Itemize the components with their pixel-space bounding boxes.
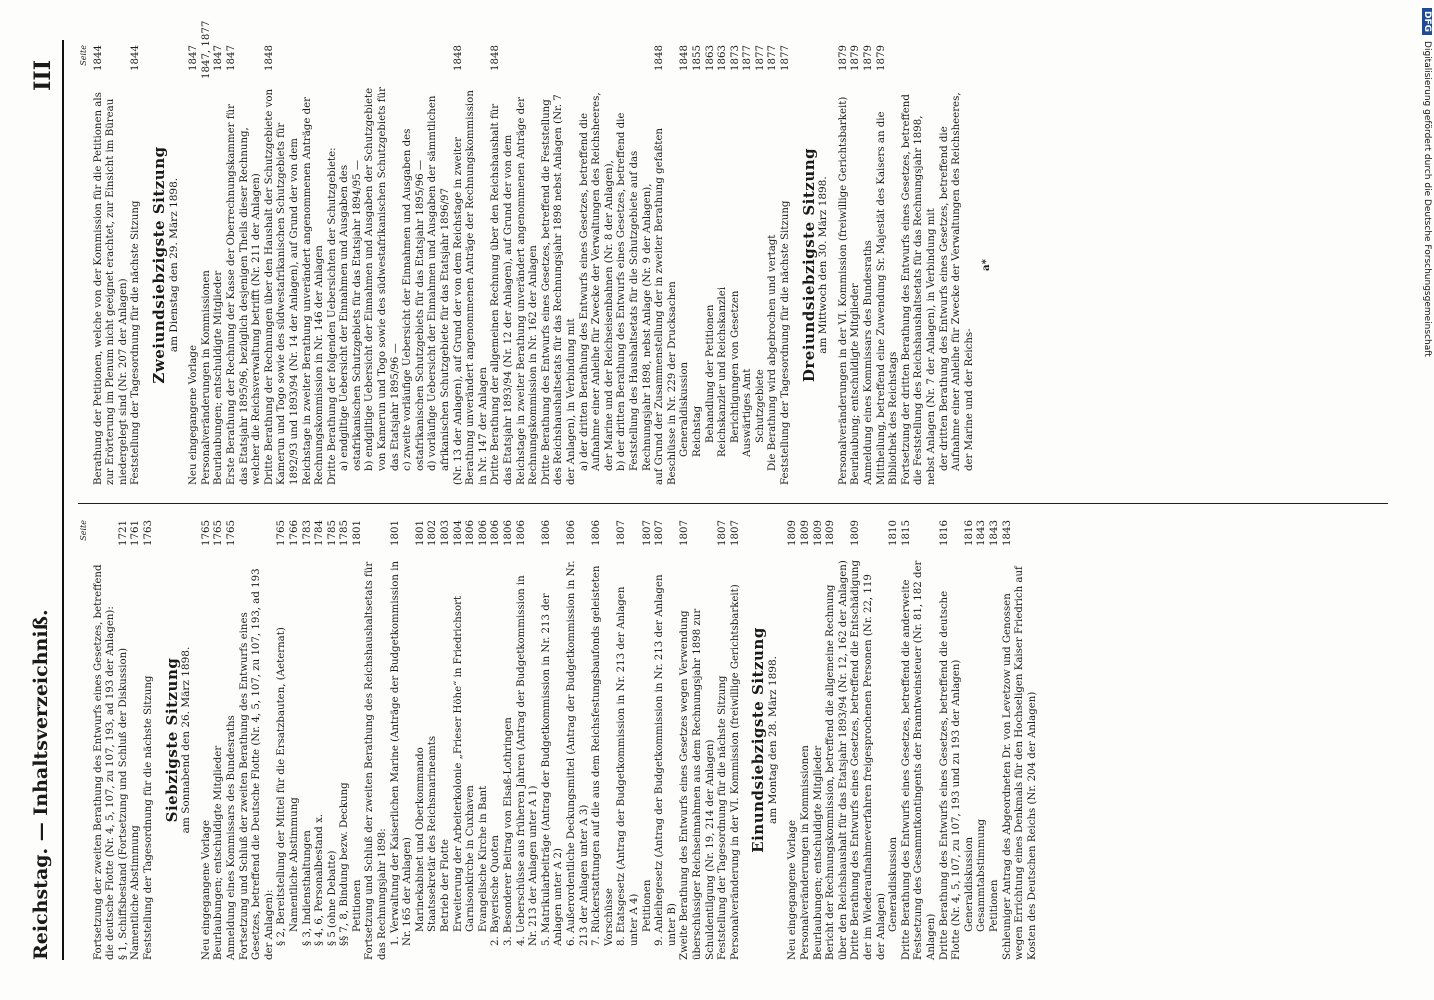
entry-page: 1863 [717, 45, 729, 71]
entry-text: 9. Anleihegesetz (Antrag der Budgetkommission in Nr. 213 der Anlagen unter B) [654, 574, 678, 946]
entry-text: Berathung der Petitionen, welche von der Kommission für die Petitionen als zur Erörterung im Plenum nicht geeignet erachtet, zur Einsicht im Büreau niedergelegt sind (Nr. 207 der Anlagen) [92, 92, 129, 485]
entry-page: 1848 [654, 45, 666, 71]
entry-text: Fortsetzung der dritten Berathung des Entwurfs eines Gesetzes, betreffend die Feststellung des Reichshaushaltsetats für das Rechnungsjahr 1898, nebst Anlagen (Nr. 7 der Anlagen), in Verbindung mit [900, 94, 937, 485]
entry-text: Auswärtiges Amt [742, 368, 754, 457]
entry-page: 1879 [850, 45, 862, 71]
session-entries [838, 45, 977, 485]
entry-text: 2. Bayerische Quoten [490, 835, 502, 946]
entry-text: 4. Ueberschüsse aus früheren Jahren (Antrag der Budgetkommission in Nr. 213 der Anlagen unter A 1) [515, 575, 540, 946]
entry-text: a) endgiltige Uebersicht der Einnahmen und Ausgaben des ostafrikanischen Schutzgebiets für das Etatsjahr 1894/95 — [339, 159, 363, 471]
entry-page: 1847 [213, 45, 225, 71]
toc-entry [730, 45, 743, 485]
session-entries [787, 520, 1039, 960]
entry-text: Petitionen [351, 879, 363, 932]
entry-text: Berichtigungen von Gesetzen [729, 290, 741, 443]
entry-page: 1785 [339, 520, 351, 546]
toc-entry [453, 520, 466, 960]
entry-page: 1810 [888, 520, 900, 546]
entry-page: 1879 [837, 45, 849, 71]
entry-page: 1784 [314, 520, 326, 546]
entry-text: 5. Matrikularbeiträge (Antrag der Budgetkommission in Nr. 213 der Anlagen unter A 2) [540, 593, 565, 946]
entry-text: 8. Etatsgesetz (Antrag der Budgetkommission in Nr. 213 der Anlagen unter A 4) [616, 586, 640, 946]
toc-entry [692, 45, 705, 485]
entry-text: Neu eingegangene Vorlage [787, 820, 799, 960]
toc-entry [226, 520, 239, 960]
entry-page: 1848 [452, 45, 464, 71]
entry-text: Erste Berathung der Rechnung der Kasse der Oberrechnungskammer für das Etatsjahr 1895/96, bezüglich desjenigen Theils dieser Rechnung, welcher die Reichsverwaltung betrifft (Nr. 211 der Anlagen) [225, 104, 263, 485]
entry-text: §§ 7, 8, Bindung bezw. Deckung [339, 782, 351, 946]
entry-text: Dritte Berathung des Entwurfs eines Gesetzes, betreffend die deutsche Flotte (Nr. 4, 5, 107, zu 107, 193 und zu 193 der Anlagen) [938, 590, 963, 960]
entry-page: 1843 [988, 520, 1000, 546]
entry-text: Fortsetzung und Schluß der zweiten Berathung des Entwurfs eines Gesetzes, betreffend die Deutsche Flotte (Nr. 4, 5, 107, zu 107, 193, ad 193 der Anlagen): [238, 568, 275, 960]
toc-entry [93, 520, 118, 960]
entry-page: 1816 [963, 520, 975, 546]
entry-page: 1807 [679, 520, 691, 546]
session-entries [201, 520, 743, 960]
toc-entry [767, 45, 780, 485]
toc-entry [440, 520, 453, 960]
toc-entry [888, 520, 901, 960]
entry-page: 1801 [414, 520, 426, 546]
toc-entry [964, 520, 977, 960]
entry-text: Evangelische Kirche in Bant [477, 785, 489, 932]
session-date: am Sonnabend den 26. März 1898. [180, 646, 193, 834]
toc-entry [787, 520, 800, 960]
entry-page: 1765 [276, 520, 288, 546]
toc-entry [427, 45, 452, 485]
entry-text: d) vorläufige Uebersicht der Einnahmen und Ausgaben der sämmtlichen afrikanischen Schutzgebiete für das Etatsjahr 1896/97 [427, 95, 452, 471]
entry-text: Staatssekretär des Reichsmarineamts [427, 735, 439, 932]
toc-entry [838, 45, 851, 485]
entry-page: 1847 [225, 45, 237, 71]
toc-entry [705, 45, 718, 485]
entry-page: 1877 [754, 45, 766, 71]
entry-text: Garnisonkirche in Cuxhaven [465, 785, 477, 932]
toc-entry [239, 520, 277, 960]
entry-page: 1765 [200, 520, 212, 546]
toc-entry [465, 520, 478, 960]
toc-entry [541, 45, 579, 485]
toc-entry [339, 520, 352, 960]
toc-entry [402, 45, 427, 485]
toc-entry [730, 520, 743, 960]
entry-text: 6. Außerordentliche Deckungsmittel (Antrag der Budgetkommission in Nr. 213 der Anlagen unter A 3) [565, 560, 590, 946]
toc-entry [850, 45, 863, 485]
toc-entry [130, 520, 143, 960]
entry-page: 1843 [976, 520, 988, 546]
entry-text: Dritte Berathung der folgenden Uebersichten der Schutzgebiete: [326, 147, 338, 485]
entry-page: 1847 [188, 45, 200, 71]
entry-text: Behandlung der Petitionen [704, 304, 716, 443]
toc-entry [427, 520, 440, 960]
column-divider [78, 503, 1388, 504]
entry-page: 1806 [565, 520, 577, 546]
entry-page: 1843 [1001, 520, 1013, 546]
dfg-note [1418, 8, 1432, 568]
entry-text: Neu eingegangene Vorlage [200, 820, 212, 960]
toc-entry [453, 45, 491, 485]
entry-text: Fortsetzung und Schluß der zweiten Berathung des Reichshaushaltsetats für das Rechnungsjahr 1898: [364, 561, 389, 960]
toc-entry [616, 45, 654, 485]
dfg-logo: DFG [1422, 8, 1432, 35]
entry-text: § 4, 6, Personalbestand x. [314, 813, 326, 946]
toc-entry [755, 45, 768, 485]
entry-page: 1807 [717, 520, 729, 546]
toc-entry [130, 45, 143, 485]
entry-page: 1877 [742, 45, 754, 71]
session-title: Einundsiebzigste Sitzung [749, 627, 768, 853]
session-date: am Montag den 28. März 1898. [766, 656, 779, 824]
entry-page: 1815 [900, 520, 912, 546]
entry-text: Personalveränderungen in Kommissionen [800, 745, 812, 960]
entry-page: 1801 [389, 520, 401, 546]
entry-text: Personalveränderungen in Kommissionen [200, 270, 212, 485]
entry-text: Namentliche Abstimmung [288, 797, 300, 932]
toc-entry [188, 45, 201, 485]
entry-text: Dritte Berathung des Entwurfs eines Gesetzes, betreffend die Entschädigung der im Wiederaufnahmeverfahren freigesprochenen Personen (Nr. 22, 119 der Anlagen) [850, 560, 887, 960]
entry-text: Zweite Berathung des Entwurfs eines Gesetzes wegen Verwendung überschüssiger Reichseinnahmen aus dem Rechnungsjahr 1898 zur Schuldentilgung (Nr. 19, 214 der Anlagen) [679, 608, 716, 960]
entry-text: § 5 (ohne Debatte) [326, 850, 338, 946]
entry-page: 1783 [301, 520, 313, 546]
entry-page: 1809 [800, 520, 812, 546]
entry-text: Dritte Berathung des Entwurfs eines Gesetzes, betreffend die Feststellung des Reichshaushaltsetats für das Rechnungsjahr 1898 nebst Anlagen (Nr. 7 der Anlagen), in Verbindung mit [540, 94, 577, 485]
entry-text: (Nr. 13 der Anlagen), auf Grund der von dem Reichstage in zweiter Berathung unverändert angenommenen Anträge der Rechnungskommission in Nr. 147 der Anlagen [452, 90, 489, 485]
entry-page: 1785 [326, 520, 338, 546]
toc-entry [679, 45, 692, 485]
entry-page: 1847, 1877 [200, 20, 212, 79]
toc-entry [566, 520, 591, 960]
entry-page: 1763 [142, 520, 154, 546]
toc-entry [478, 520, 491, 960]
dfg-note-text: Digitalisierung gefördert durch die Deutsche Forschungsgemeinschaft [1422, 41, 1432, 357]
toc-entry [213, 45, 226, 485]
entry-text: Feststellung der Tagesordnung für die nächste Sitzung [142, 675, 154, 960]
entry-page: 1803 [440, 520, 452, 546]
left-lead-entries [93, 520, 156, 960]
toc-entry [213, 520, 226, 960]
toc-entry [541, 520, 566, 960]
entry-text: Beurlaubung; entschuldigte Mitglieder [850, 283, 862, 485]
toc-entry [314, 520, 327, 960]
entry-text: Betrieb der Flotte [440, 839, 452, 932]
toc-entry [813, 520, 826, 960]
entry-text: Beurlaubungen; entschuldigte Mitglieder [213, 745, 225, 960]
entry-page: 1848 [679, 45, 691, 71]
entry-page: 1809 [825, 520, 837, 546]
running-head-title: Reichstag. — Inhaltsverzeichniß. [30, 609, 52, 960]
entry-text: Petitionen [641, 879, 653, 932]
toc-entry [490, 45, 540, 485]
session-title: Zweiundsiebzigste Sitzung [149, 146, 168, 384]
toc-entry [989, 520, 1002, 960]
right-column [78, 20, 993, 485]
toc-entry [616, 520, 641, 960]
toc-entry [642, 520, 655, 960]
toc-entry [939, 520, 964, 960]
toc-entry [976, 520, 989, 960]
entry-text: Personalveränderungen in der VI. Kommission (freiwillige Gerichtsbarkeit) [837, 96, 849, 485]
entry-text: Erweiterung der Arbeiterkolonie „Frieser Höhe“ in Friedrichsort [452, 595, 464, 932]
toc-entry [276, 520, 289, 960]
entry-page: 1809 [812, 520, 824, 546]
entry-page: 1801 [351, 520, 363, 546]
toc-entry [93, 45, 131, 485]
toc-entry [118, 520, 131, 960]
entry-text: Petitionen [988, 879, 1000, 932]
entry-text: b) der dritten Berathung des Entwurfs eines Gesetzes, betreffend die Feststellung des Haushaltsetats für die Schutzgebiete auf das Rechnungsjahr 1898, nebst Anlage (Nr. 9 der Anlagen), [616, 112, 653, 471]
entry-page: 1877 [780, 45, 792, 71]
toc-entry [364, 520, 389, 960]
entry-page: 1806 [490, 520, 502, 546]
toc-entry [780, 45, 793, 485]
toc-entry [850, 520, 888, 960]
entry-text: Fortsetzung der zweiten Berathung des Entwurfs eines Gesetzes, betreffend die deutsche Flotte (Nr. 4, 5, 107, zu 107, 193, ad 193 der Anlagen): [92, 564, 117, 960]
entry-page: 1816 [938, 520, 950, 546]
entry-text: der dritten Berathung des Entwurfs eines Gesetzes, betreffend die Aufnahme einer Anleihe für Zwecke der Verwaltungen des Reichsheeres, der Marine und der Reichs- [938, 92, 975, 471]
toc-entry [876, 45, 901, 485]
entry-text: Dritte Berathung der allgemeinen Rechnung über den Reichshaushalt für das Etatsjahr 1893/94 (Nr. 12 der Anlagen), auf Grund der von dem Reichstage in zweiter Berathung unverändert angenommenen Anträge der Rechnungskommission in Nr. 162 der Anlagen [490, 96, 540, 485]
entry-text: Generaldiskussion [963, 836, 975, 932]
toc-entry [289, 520, 302, 960]
toc-entry [1002, 520, 1040, 960]
entry-text: 3. Besonderer Beitrag von Elsaß-Lothringen [503, 717, 514, 946]
header-rule [62, 40, 64, 960]
toc-entry [579, 45, 617, 485]
entry-page: 1879 [875, 45, 887, 71]
session-date: am Dienstag den 29. März 1898. [167, 177, 180, 353]
toc-entry [226, 45, 264, 485]
entry-page: 1844 [130, 45, 142, 71]
entry-text: Personalveränderung in der VI. Kommission (freiwillige Gerichtsbarkeit) [729, 584, 741, 960]
entry-page: 1802 [427, 520, 439, 546]
entry-page: 1806 [591, 520, 603, 546]
entry-text: Marinekabinet und Oberkommando [414, 747, 426, 932]
toc-entry [742, 45, 755, 485]
entry-page: 1879 [863, 45, 875, 71]
session-title: Siebzigste Sitzung [162, 657, 181, 823]
entry-text: Beurlaubungen; entschuldigte Mitglieder [213, 270, 225, 485]
right-lead-entries [93, 45, 143, 485]
toc-entry [390, 520, 415, 960]
toc-entry [264, 45, 327, 485]
entry-page: 1873 [729, 45, 741, 71]
entry-page: 1855 [691, 45, 703, 71]
toc-entry [302, 520, 315, 960]
entry-page: 1721 [117, 520, 129, 546]
toc-entry [591, 520, 616, 960]
toc-entry [352, 520, 365, 960]
session-date: am Mittwoch den 30. März 1898. [817, 176, 830, 354]
toc-entry [200, 20, 214, 485]
entry-text: Namentliche Abstimmung [130, 825, 142, 960]
entry-page: 1877 [767, 45, 779, 71]
entry-text: Feststellung der Tagesordnung für die nächste Sitzung [130, 200, 142, 485]
left-column [78, 520, 1039, 960]
entry-text: Feststellung der Tagesordnung für die nächste Sitzung [717, 675, 729, 960]
toc-entry [364, 45, 402, 485]
entry-text: a) der dritten Berathung des Entwurfs eines Gesetzes, betreffend die Aufnahme einer Anleihe für Zwecke der Verwaltungen des Reichsheeres, der Marine und der Reichseisenbahnen (Nr. 8 der Anlagen), [578, 92, 615, 471]
toc-entry [415, 520, 428, 960]
entry-text: Mittheilung, betreffend eine Zuwendung Sr. Majestät des Kaisers an die Bibliothek des Reichstags [875, 111, 900, 485]
entry-text: Dritte Berathung des Entwurfs eines Gesetzes, betreffend die anderweite Festsetzung des Gesammtkontingents der Branntweinsteuer (Nr. 81, 182 der Anlagen) [900, 560, 937, 960]
toc-entry [717, 520, 730, 960]
entry-text: Beurlaubungen; entschuldigte Mitglieder [812, 745, 824, 960]
entry-page: 1809 [787, 520, 799, 546]
toc-entry [490, 520, 503, 960]
entry-page: 1806 [540, 520, 552, 546]
entry-text: Bericht der Rechnungskommission, betreffend die allgemeine Rechnung über den Reichshaushalt für das Etatsjahr 1893/94 (Nr. 12, 162 der Anlagen) [825, 560, 849, 960]
session-title: Dreiundsiebzigste Sitzung [799, 147, 818, 383]
entry-page: 1809 [850, 520, 862, 546]
entry-text: Generaldiskussion [888, 836, 900, 932]
entry-page: 1806 [465, 520, 477, 546]
entry-text: 7. Rückerstattungen auf die aus dem Reichsfestungsbaufonds geleisteten Vorschüsse [591, 565, 615, 946]
entry-page: 1807 [654, 520, 666, 546]
entry-text: Schleuniger Antrag des Abgeordneten Dr. von Levetzow und Genossen wegen Errichtung eines Denkmals für den Hochseligen Kaiser Friedrich auf Kosten des Deutschen Reichs (Nr. 204 der Anlagen) [1001, 566, 1038, 960]
entry-text: 1. Verwaltung der Kaiserlichen Marine (Anträge der Budgetkommission in Nr. 165 der Anlagen) [389, 560, 414, 946]
toc-entry [503, 520, 516, 960]
toc-entry [939, 45, 977, 485]
toc-entry [901, 520, 939, 960]
entry-text: Reichskanzler und Reichskanzlei [717, 286, 729, 457]
seite-label: Seite [79, 520, 88, 541]
page-number: III [30, 60, 56, 91]
session-entries [188, 20, 793, 485]
running-head [30, 60, 60, 960]
toc-entry [201, 520, 214, 960]
entry-page: 1765 [225, 520, 237, 546]
toc-entry [327, 520, 340, 960]
entry-text: § 1, Schiffsbestand (Fortsetzung und Schluß der Diskussion) [117, 647, 129, 960]
seite-label: Seite [79, 45, 88, 66]
entry-text: Dritte Berathung der Rechnungen über den Haushalt der Schutzgebiete von Kamerun und Togo sowie des südwestafrikanischen Schutzgebiets für 1892/93 und 1893/94 (Nr. 14 der Anlagen), auf Grund der von dem Reichstage in zweiter Berathung unverändert angenommenen Anträge der Rechnungskommission in Nr. 146 der Anlagen [263, 88, 326, 485]
toc-entry [327, 45, 340, 485]
entry-page: 1804 [452, 520, 464, 546]
entry-page: 1765 [213, 520, 225, 546]
entry-page: 1807 [729, 520, 741, 546]
toc-entry [901, 45, 939, 485]
entry-text: Generaldiskussion [679, 361, 691, 457]
entry-page: 1848 [490, 45, 502, 71]
toc-entry [800, 520, 813, 960]
entry-text: § 2, Bereitstellung der Mittel für die Ersatzbauten, (Aeternat) [276, 627, 288, 946]
toc-entry [679, 520, 717, 960]
toc-entry [339, 45, 364, 485]
entry-text: Die Berathung wird abgebrochen und vertagt [767, 234, 779, 471]
dfg-sidebar [1418, 8, 1434, 568]
entry-text: Feststellung der Tagesordnung für die nächste Sitzung [780, 200, 792, 485]
entry-text: Reichstag [691, 405, 703, 457]
entry-text: auf Grund der Zusammenstellung der in zweiter Berathung gefaßten Beschlüsse in Nr. 229 der Drucksachen [654, 128, 678, 485]
entry-page: 1844 [92, 45, 104, 71]
entry-page: 1848 [263, 45, 275, 71]
entry-page: 1806 [477, 520, 489, 546]
toc-entry [863, 45, 876, 485]
toc-entry [717, 45, 730, 485]
entry-page: 1806 [503, 520, 514, 546]
toc-entry [654, 45, 679, 485]
entry-text: c) zweite vorläufige Uebersicht der Einnahmen und Ausgaben des ostafrikanischen Schutzgebiets für das Etatsjahr 1895/96 — [402, 128, 426, 471]
entry-text: Schutzgebiete [754, 369, 766, 443]
entry-text: Anmeldung eines Kommissars des Bundesraths [863, 240, 875, 485]
entry-page: 1761 [130, 520, 142, 546]
toc-entry [654, 520, 679, 960]
entry-page: 1807 [641, 520, 653, 546]
entry-text: b) endgiltige Uebersicht der Einnahmen und Ausgaben der Schutzgebiete von Kamerun und Togo sowie des südwestafrikanischen Schutzgebiets für das Etatsjahr 1895/96 — [364, 87, 401, 471]
entry-text: Gesammtabstimmung [976, 818, 988, 932]
entry-page: 1807 [616, 520, 628, 546]
toc-entry [516, 520, 541, 960]
entry-text: Anmeldung eines Kommissars des Bundesraths [225, 715, 237, 960]
entry-text: Neu eingegangene Vorlage [188, 345, 200, 485]
entry-page: 1766 [288, 520, 300, 546]
entry-page: 1806 [515, 520, 527, 546]
toc-entry [143, 520, 156, 960]
toc-entry [825, 520, 850, 960]
signature-mark: a* [980, 259, 993, 271]
entry-text: § 3, Indiensthaltungen [301, 830, 313, 946]
entry-page: 1863 [704, 45, 716, 71]
